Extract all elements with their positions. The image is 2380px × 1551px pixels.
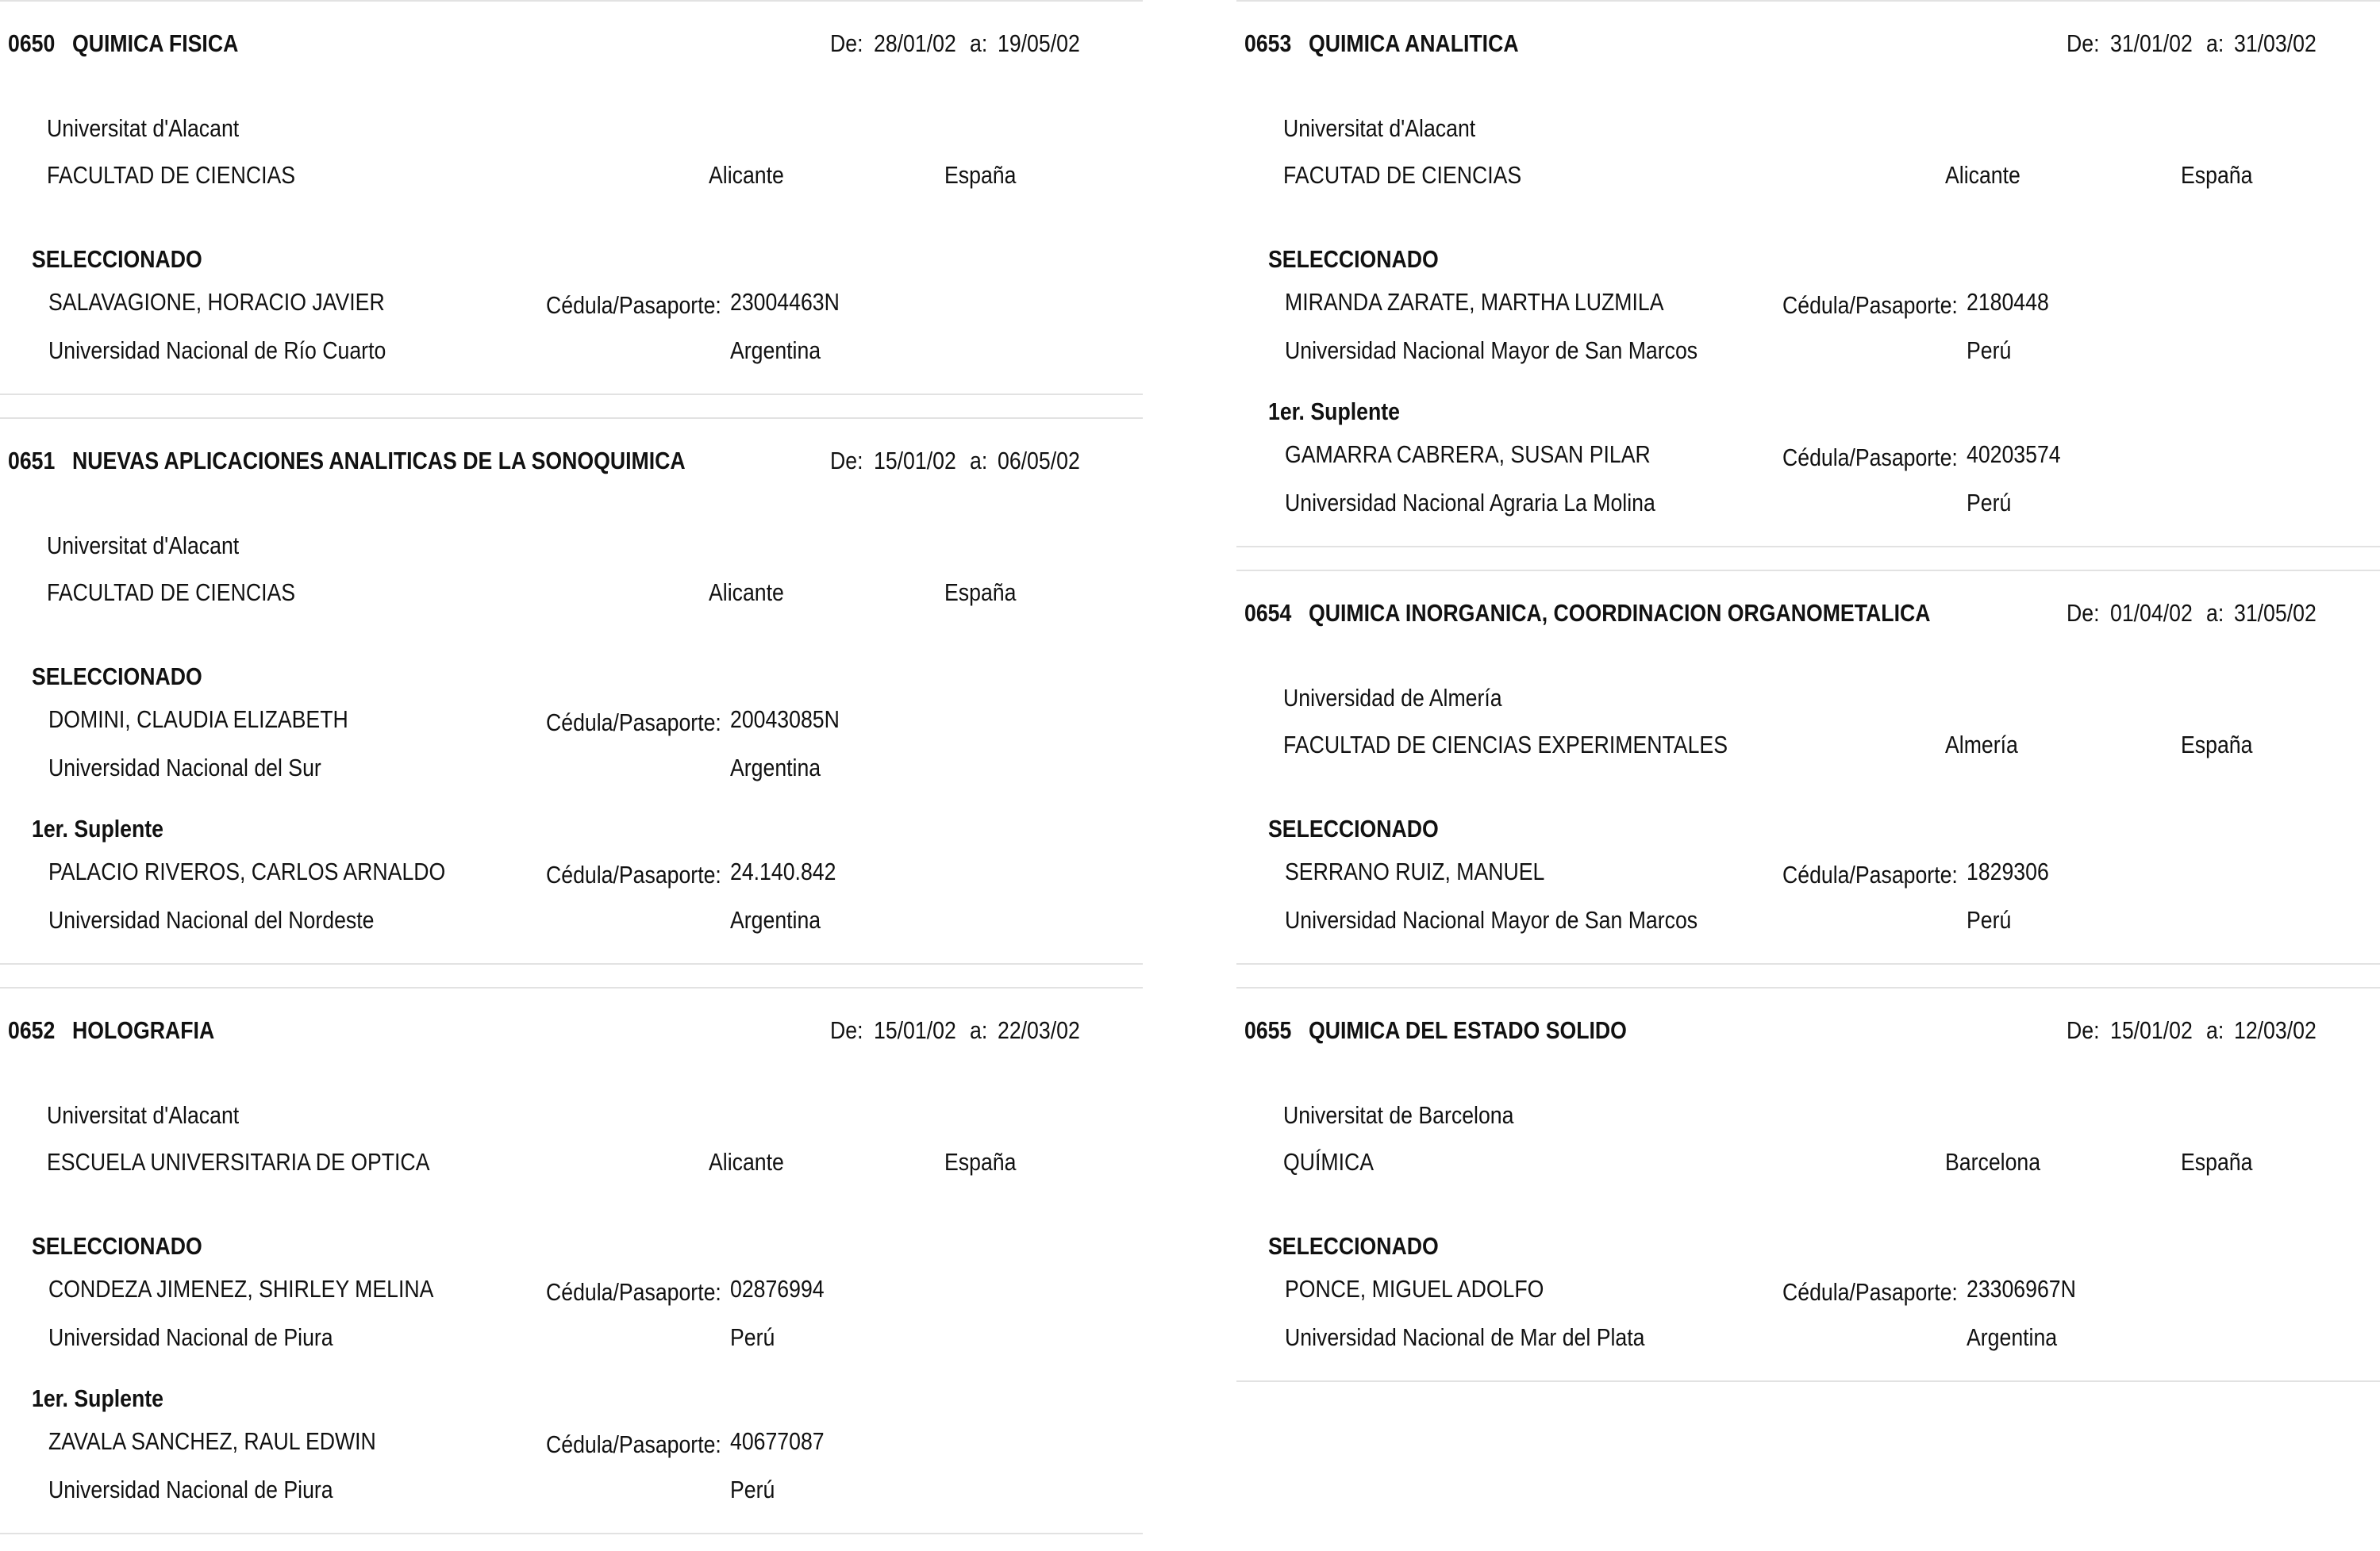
id-value: 20043085N <box>730 705 840 733</box>
host-faculty: FACUTAD DE CIENCIAS <box>1283 161 1522 189</box>
course-section <box>1236 570 2380 965</box>
candidate-institution: Universidad Nacional del Sur <box>48 754 321 781</box>
section-divider <box>1236 0 2380 2</box>
date-to-label: a: <box>970 447 988 474</box>
date-from-label: De: <box>830 447 863 474</box>
date-from-label: De: <box>2067 1016 2100 1044</box>
candidate-country: Argentina <box>730 906 821 934</box>
course-title: QUIMICA ANALITICA <box>1309 29 1519 57</box>
host-university: Universitat d'Alacant <box>47 532 240 559</box>
date-from-label: De: <box>830 1016 863 1044</box>
candidate-role: 1er. Suplente <box>32 815 163 843</box>
section-divider <box>1236 1380 2380 1382</box>
date-to: 22/03/02 <box>998 1016 1080 1044</box>
course-code: 0655 <box>1244 1016 1292 1044</box>
candidate-institution: Universidad Nacional Mayor de San Marcos <box>1285 336 1698 364</box>
candidate-institution: Universidad Nacional de Río Cuarto <box>48 336 386 364</box>
host-country: España <box>944 578 1017 606</box>
candidate-role: SELECCIONADO <box>32 245 202 273</box>
host-city: Alicante <box>709 161 784 189</box>
id-value: 1829306 <box>1967 858 2049 885</box>
date-to: 06/05/02 <box>998 447 1080 474</box>
date-from: 01/04/02 <box>2110 599 2193 627</box>
id-label: Cédula/Pasaporte: <box>546 861 721 889</box>
candidate-name: MIRANDA ZARATE, MARTHA LUZMILA <box>1285 288 1664 316</box>
id-label: Cédula/Pasaporte: <box>546 1278 721 1306</box>
candidate-institution: Universidad Nacional de Piura <box>48 1323 333 1351</box>
course-code: 0654 <box>1244 599 1292 627</box>
host-university: Universitat de Barcelona <box>1283 1101 1514 1129</box>
date-from-label: De: <box>2067 599 2100 627</box>
id-value: 2180448 <box>1967 288 2049 316</box>
course-code: 0651 <box>8 447 56 474</box>
course-section <box>1236 987 2380 1382</box>
date-to: 12/03/02 <box>2234 1016 2317 1044</box>
candidate-role: SELECCIONADO <box>1268 1232 1439 1260</box>
host-country: España <box>2181 731 2253 758</box>
host-country: España <box>944 1148 1017 1176</box>
section-divider <box>0 963 1143 965</box>
id-label: Cédula/Pasaporte: <box>1782 291 1958 319</box>
host-faculty: FACULTAD DE CIENCIAS <box>47 578 296 606</box>
course-code: 0653 <box>1244 29 1292 57</box>
date-from-label: De: <box>830 29 863 57</box>
course-title: QUIMICA FISICA <box>72 29 239 57</box>
date-from: 28/01/02 <box>874 29 956 57</box>
date-to-label: a: <box>2206 599 2224 627</box>
candidate-name: DOMINI, CLAUDIA ELIZABETH <box>48 705 348 733</box>
section-divider <box>1236 987 2380 989</box>
candidate-country: Perú <box>730 1323 775 1351</box>
candidate-country: Argentina <box>1967 1323 2058 1351</box>
date-from-label: De: <box>2067 29 2100 57</box>
id-value: 40203574 <box>1967 440 2061 468</box>
section-divider <box>1236 546 2380 547</box>
section-divider <box>1236 570 2380 571</box>
candidate-name: GAMARRA CABRERA, SUSAN PILAR <box>1285 440 1651 468</box>
section-divider <box>1236 963 2380 965</box>
id-label: Cédula/Pasaporte: <box>546 1430 721 1458</box>
host-city: Almería <box>1945 731 2018 758</box>
id-label: Cédula/Pasaporte: <box>1782 1278 1958 1306</box>
section-divider <box>0 417 1143 419</box>
candidate-country: Perú <box>1967 489 2012 516</box>
course-title: QUIMICA DEL ESTADO SOLIDO <box>1309 1016 1627 1044</box>
course-section <box>0 0 1143 395</box>
date-to-label: a: <box>970 29 988 57</box>
host-city: Barcelona <box>1945 1148 2041 1176</box>
candidate-institution: Universidad Nacional Mayor de San Marcos <box>1285 906 1698 934</box>
candidate-role: SELECCIONADO <box>1268 815 1439 843</box>
host-faculty: ESCUELA UNIVERSITARIA DE OPTICA <box>47 1148 430 1176</box>
date-to: 31/05/02 <box>2234 599 2317 627</box>
candidate-name: PALACIO RIVEROS, CARLOS ARNALDO <box>48 858 446 885</box>
date-from: 15/01/02 <box>2110 1016 2193 1044</box>
host-country: España <box>2181 161 2253 189</box>
date-from: 15/01/02 <box>874 1016 956 1044</box>
date-to-label: a: <box>2206 29 2224 57</box>
host-university: Universitat d'Alacant <box>47 114 240 142</box>
host-university: Universitat d'Alacant <box>47 1101 240 1129</box>
host-university: Universidad de Almería <box>1283 684 1502 712</box>
host-city: Alicante <box>709 1148 784 1176</box>
id-value: 23004463N <box>730 288 840 316</box>
section-divider <box>0 394 1143 395</box>
course-section <box>1236 0 2380 547</box>
section-divider <box>0 987 1143 989</box>
date-to: 19/05/02 <box>998 29 1080 57</box>
candidate-name: SERRANO RUIZ, MANUEL <box>1285 858 1545 885</box>
id-label: Cédula/Pasaporte: <box>1782 443 1958 471</box>
id-label: Cédula/Pasaporte: <box>546 291 721 319</box>
candidate-name: CONDEZA JIMENEZ, SHIRLEY MELINA <box>48 1275 434 1303</box>
host-faculty: FACULTAD DE CIENCIAS EXPERIMENTALES <box>1283 731 1728 758</box>
course-title: NUEVAS APLICACIONES ANALITICAS DE LA SONOQUIMICA <box>72 447 686 474</box>
date-to-label: a: <box>970 1016 988 1044</box>
host-faculty: QUÍMICA <box>1283 1148 1375 1176</box>
id-value: 02876994 <box>730 1275 825 1303</box>
candidate-role: 1er. Suplente <box>32 1384 163 1412</box>
candidate-role: 1er. Suplente <box>1268 397 1400 425</box>
candidate-country: Perú <box>1967 336 2012 364</box>
course-title: HOLOGRAFIA <box>72 1016 215 1044</box>
candidate-institution: Universidad Nacional del Nordeste <box>48 906 375 934</box>
candidate-country: Perú <box>1967 906 2012 934</box>
section-divider <box>0 1533 1143 1534</box>
candidate-name: SALAVAGIONE, HORACIO JAVIER <box>48 288 385 316</box>
candidate-country: Perú <box>730 1476 775 1503</box>
candidate-institution: Universidad Nacional Agraria La Molina <box>1285 489 1655 516</box>
host-country: España <box>944 161 1017 189</box>
course-section <box>0 987 1143 1534</box>
date-to-label: a: <box>2206 1016 2224 1044</box>
candidate-institution: Universidad Nacional de Piura <box>48 1476 333 1503</box>
section-divider <box>0 0 1143 2</box>
course-code: 0652 <box>8 1016 56 1044</box>
host-university: Universitat d'Alacant <box>1283 114 1476 142</box>
host-faculty: FACULTAD DE CIENCIAS <box>47 161 296 189</box>
candidate-country: Argentina <box>730 754 821 781</box>
candidate-role: SELECCIONADO <box>32 662 202 690</box>
id-label: Cédula/Pasaporte: <box>546 708 721 736</box>
candidate-country: Argentina <box>730 336 821 364</box>
host-city: Alicante <box>1945 161 2021 189</box>
candidate-name: PONCE, MIGUEL ADOLFO <box>1285 1275 1544 1303</box>
candidate-role: SELECCIONADO <box>1268 245 1439 273</box>
date-from: 15/01/02 <box>874 447 956 474</box>
candidate-institution: Universidad Nacional de Mar del Plata <box>1285 1323 1645 1351</box>
course-title: QUIMICA INORGANICA, COORDINACION ORGANOMETALICA <box>1309 599 1931 627</box>
course-code: 0650 <box>8 29 56 57</box>
host-country: España <box>2181 1148 2253 1176</box>
id-value: 24.140.842 <box>730 858 836 885</box>
id-value: 23306967N <box>1967 1275 2076 1303</box>
date-to: 31/03/02 <box>2234 29 2317 57</box>
host-city: Alicante <box>709 578 784 606</box>
candidate-role: SELECCIONADO <box>32 1232 202 1260</box>
id-value: 40677087 <box>730 1427 825 1455</box>
course-section <box>0 417 1143 965</box>
date-from: 31/01/02 <box>2110 29 2193 57</box>
candidate-name: ZAVALA SANCHEZ, RAUL EDWIN <box>48 1427 376 1455</box>
id-label: Cédula/Pasaporte: <box>1782 861 1958 889</box>
